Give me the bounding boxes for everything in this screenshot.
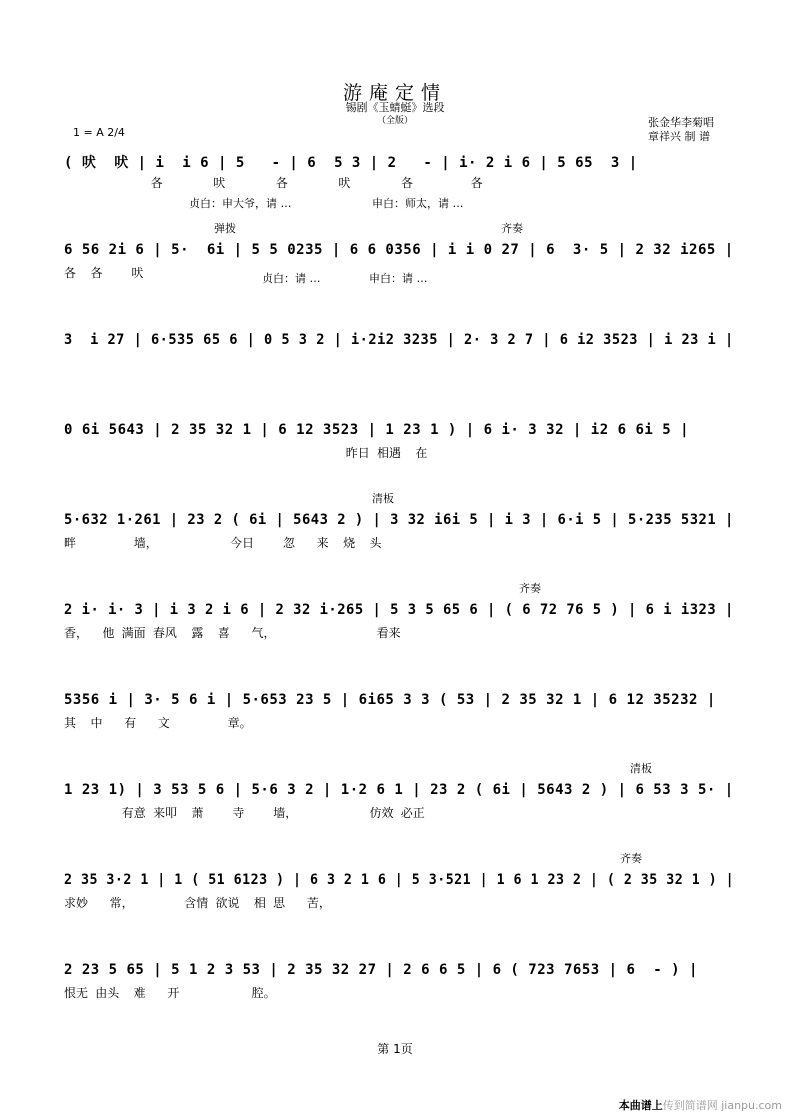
performance-marking: 齐奏 (519, 582, 541, 595)
score-row (64, 222, 734, 302)
page-title: 游庵定情 (342, 82, 447, 104)
performance-marking: 清板 (372, 492, 394, 505)
performance-marking: 齐奏 (620, 852, 642, 865)
lyrics-line: 恨无 由头 难 开 腔。 (64, 986, 276, 1000)
lyrics-line: 香， 他 满面 春风 露 喜 气， 看来 (64, 626, 401, 640)
performance-marking: 清板 (630, 762, 652, 775)
lyrics-line: 各 吠 各 吠 各 各 (64, 176, 483, 190)
footer-note (619, 1097, 782, 1113)
score-row (64, 852, 735, 932)
notation-line: 6 56 2i 6 | 5· 6i | 5 5 0235 | 6 6 0356 | i i 0 27 | 6 3· 5 | 2 32 i265 | (64, 242, 734, 258)
lyrics-line: 各 各 吠 (64, 266, 144, 280)
score-row (64, 692, 734, 752)
performance-marking: 齐奏 (501, 222, 523, 235)
spoken-dialog: 贞白：申大爷，请 … (189, 197, 292, 210)
arranger-credit: 章祥兴 制 谱 (648, 130, 710, 143)
spoken-dialog: 申白：请 … (369, 272, 428, 285)
lyrics-line: 其 中 有 文 章。 (64, 716, 252, 730)
watermark: 传到简谱网 jianpu.com (662, 1099, 782, 1112)
key-signature: 1 = A 2/4 (73, 126, 125, 139)
score-row (64, 152, 734, 212)
spoken-dialog: 贞白：请 … (262, 272, 321, 285)
score-row (64, 492, 734, 572)
score-row (64, 962, 734, 1022)
notation-line: 2 35 3·2 1 | 1 ( 51 6123 ) | 6 3 2 1 6 | 5 3·521 | 1 6 1 23 2 | ( 2 35 32 1 ) | (64, 872, 735, 888)
notation-line: 5·632 1·261 | 23 2 ( 6i | 5643 2 ) | 3 32 i6i 5 | i 3 | 6·i 5 | 5·235 5321 | (64, 512, 734, 528)
score-row (64, 332, 734, 392)
performance-marking: 弹拨 (214, 222, 236, 235)
notation-line: 2 i· i· 3 | i 3 2 i 6 | 2 32 i·265 | 5 3 5 65 6 | ( 6 72 76 5 ) | 6 i i323 | (64, 602, 734, 618)
notation-line: 3 i 27 | 6·535 65 6 | 0 5 3 2 | i·2i2 3235 | 2· 3 2 7 | 6 i2 3523 | i 23 i | (64, 332, 734, 348)
score-row (64, 582, 734, 662)
footer-note-text: 本曲谱上 (618, 1099, 663, 1112)
score-row (64, 422, 734, 482)
lyrics-line: 畔 墙， 今日 忽 来 烧 头 (64, 536, 382, 550)
notation-line: 2 23 5 65 | 5 1 2 3 53 | 2 35 32 27 | 2 6 6 5 | 6 ( 723 7653 | 6 - ) | (64, 962, 698, 978)
singers-credit: 张金华李菊唱 (648, 116, 714, 129)
notation-line: ( 吠 吠 | i i 6 | 5 - | 6 5 3 | 2 - | i· 2 i 6 | 5 65 3 | (64, 155, 638, 171)
notation-line: 0 6i 5643 | 2 35 32 1 | 6 12 3523 | 1 23 1 ) | 6 i· 3 32 | i2 6 6i 5 | (64, 422, 690, 438)
lyrics-line: 昨日 相遇 在 (64, 446, 428, 460)
notation-line: 5356 i | 3· 5 6 i | 5·653 23 5 | 6i65 3 3 ( 53 | 2 35 32 1 | 6 12 35232 | (64, 692, 716, 708)
page-number: 第 1页 (377, 1042, 413, 1056)
lyrics-line: 求妙 常， 含情 欲说 相 思 苦， (64, 896, 331, 910)
subtitle: 锡剧《玉蜻蜓》选段 (345, 101, 445, 114)
edition-note: （全版） (376, 116, 413, 126)
notation-line: 1 23 1) | 3 53 5 6 | 5·6 3 2 | 1·2 6 1 | 23 2 ( 6i | 5643 2 ) | 6 53 3 5· | (64, 782, 734, 798)
score-row (64, 762, 734, 842)
spoken-dialog: 申白：师太，请 … (372, 197, 464, 210)
lyrics-line: 有意 来叩 萧 寺 墙， 仿效 必正 (64, 806, 425, 820)
